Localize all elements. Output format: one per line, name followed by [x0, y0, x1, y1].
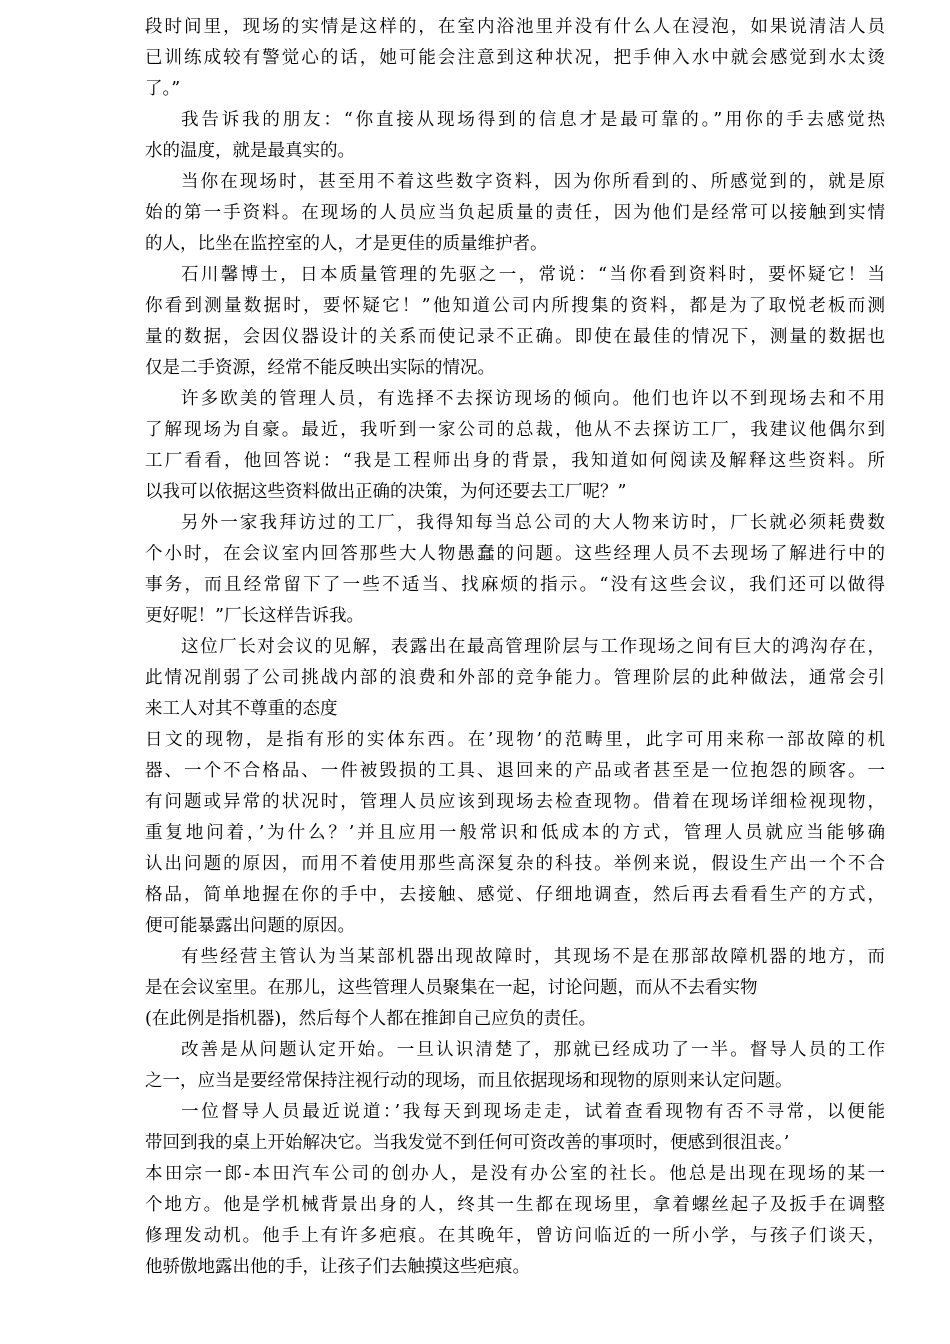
text-line: 的人，比坐在监控室的人，才是更佳的质量维护者。: [145, 234, 548, 254]
text-line: 他骄傲地露出他的手，让孩子们去触摸这些疤痕。: [145, 1257, 530, 1277]
text-line: 始的第一手资料。在现场的人员应当负起质量的责任，因为他们是经常可以接触到实情: [145, 203, 885, 223]
text-line: 仅是二手资源，经常不能反映出实际的情况。: [145, 358, 495, 378]
text-line: 本田宗一郎-本田汽车公司的创办人，是没有办公室的社长。他总是出现在现场的某一: [145, 1164, 885, 1184]
text-line: 了。”: [145, 79, 181, 99]
text-line: 了解现场为自豪。最近，我听到一家公司的总裁，他从不去探访工厂，我建议他偶尔到: [145, 420, 885, 440]
text-line: 日文的现物，是指有形的实体东西。在’现物’的范畴里，此字可用来称一部故障的机: [145, 730, 885, 750]
text-line: 工厂看看，他回答说：“我是工程师出身的背景，我知道如何阅读及解释这些资料。所: [145, 451, 885, 471]
text-line: 有些经营主管认为当某部机器出现故障时，其现场不是在那部故障机器的地方，而: [181, 947, 885, 967]
text-line: 量的数据，会因仪器设计的关系而使记录不正确。即使在最佳的情况下，测量的数据也: [145, 327, 885, 347]
text-line: 之一，应当是要经常保持注视行动的现场，而且依据现场和现物的原则来认定问题。: [145, 1071, 793, 1091]
text-line: 这位厂长对会议的见解，表露出在最高管理阶层与工作现场之间有巨大的鸿沟存在，: [181, 637, 885, 657]
text-line: 个地方。他是学机械背景出身的人，终其一生都在现场里，拿着螺丝起子及扳手在调整: [145, 1195, 885, 1215]
text-line: 水的温度，就是最真实的。: [145, 141, 355, 161]
text-line: 事务，而且经常留下了一些不适当、找麻烦的指示。“没有这些会议，我们还可以做得: [145, 575, 885, 595]
text-line: 认出问题的原因，而用不着使用那些高深复杂的科技。举例来说，假设生产出一个不合: [145, 854, 885, 874]
text-line: 来工人对其不尊重的态度: [145, 699, 338, 719]
text-line: 一位督导人员最近说道：’我每天到现场走走，试着查看现物有否不寻常，以便能: [181, 1102, 885, 1122]
text-line: 便可能暴露出问题的原因。: [145, 916, 355, 936]
text-line: 段时间里，现场的实情是这样的，在室内浴池里并没有什么人在浸泡，如果说清洁人员: [145, 17, 885, 37]
text-line: 改善是从问题认定开始。一旦认识清楚了，那就已经成功了一半。督导人员的工作: [181, 1040, 885, 1060]
text-line: (在此例是指机器)，然后每个人都在推卸自己应负的责任。: [145, 1009, 597, 1029]
text-line: 许多欧美的管理人员，有选择不去探访现场的倾向。他们也许以不到现场去和不用: [181, 389, 885, 409]
text-line: 器、一个不合格品、一件被毁损的工具、退回来的产品或者甚至是一位抱怨的顾客。一: [145, 761, 885, 781]
text-line: 我告诉我的朋友：“你直接从现场得到的信息才是最可靠的。”用你的手去感觉热: [181, 110, 885, 130]
text-line: 当你在现场时，甚至用不着这些数字资料，因为你所看到的、所感觉到的，就是原: [181, 172, 885, 192]
text-line: 修理发动机。他手上有许多疤痕。在其晚年，曾访问临近的一所小学，与孩子们谈天，: [145, 1226, 885, 1246]
text-line: 带回到我的桌上开始解决它。当我发觉不到任何可资改善的事项时，便感到很沮丧。’: [145, 1133, 790, 1153]
text-line: 有问题或异常的状况时，管理人员应该到现场去检查现物。借着在现场详细检视现物，: [145, 792, 885, 812]
text-line: 你看到测量数据时，要怀疑它！”他知道公司内所搜集的资料，都是为了取悦老板而测: [145, 296, 885, 316]
text-line: 以我可以依据这些资料做出正确的决策，为何还要去工厂呢？”: [145, 482, 627, 502]
text-line: 另外一家我拜访过的工厂，我得知每当总公司的大人物来访时，厂长就必须耗费数: [181, 513, 885, 533]
text-line: 格品，简单地握在你的手中，去接触、感觉、仔细地调查，然后再去看看生产的方式，: [145, 885, 885, 905]
document-page: [145, 12, 885, 1283]
text-line: 更好呢！”厂长这样告诉我。: [145, 606, 364, 626]
text-line: 此情况削弱了公司挑战内部的浪费和外部的竞争能力。管理阶层的此种做法，通常会引: [145, 668, 885, 688]
text-line: 个小时，在会议室内回答那些大人物愚蠢的问题。这些经理人员不去现场了解进行中的: [145, 544, 885, 564]
text-line: 石川馨博士，日本质量管理的先驱之一，常说：“当你看到资料时，要怀疑它！当: [181, 265, 885, 285]
text-line: 重复地问着，’为什么？’并且应用一般常识和低成本的方式，管理人员就应当能够确: [145, 823, 885, 843]
text-line: 已训练成较有警觉心的话，她可能会注意到这种状况，把手伸入水中就会感觉到水太烫: [145, 48, 885, 68]
text-line: 是在会议室里。在那儿，这些管理人员聚集在一起，讨论问题，而从不去看实物: [145, 978, 758, 998]
